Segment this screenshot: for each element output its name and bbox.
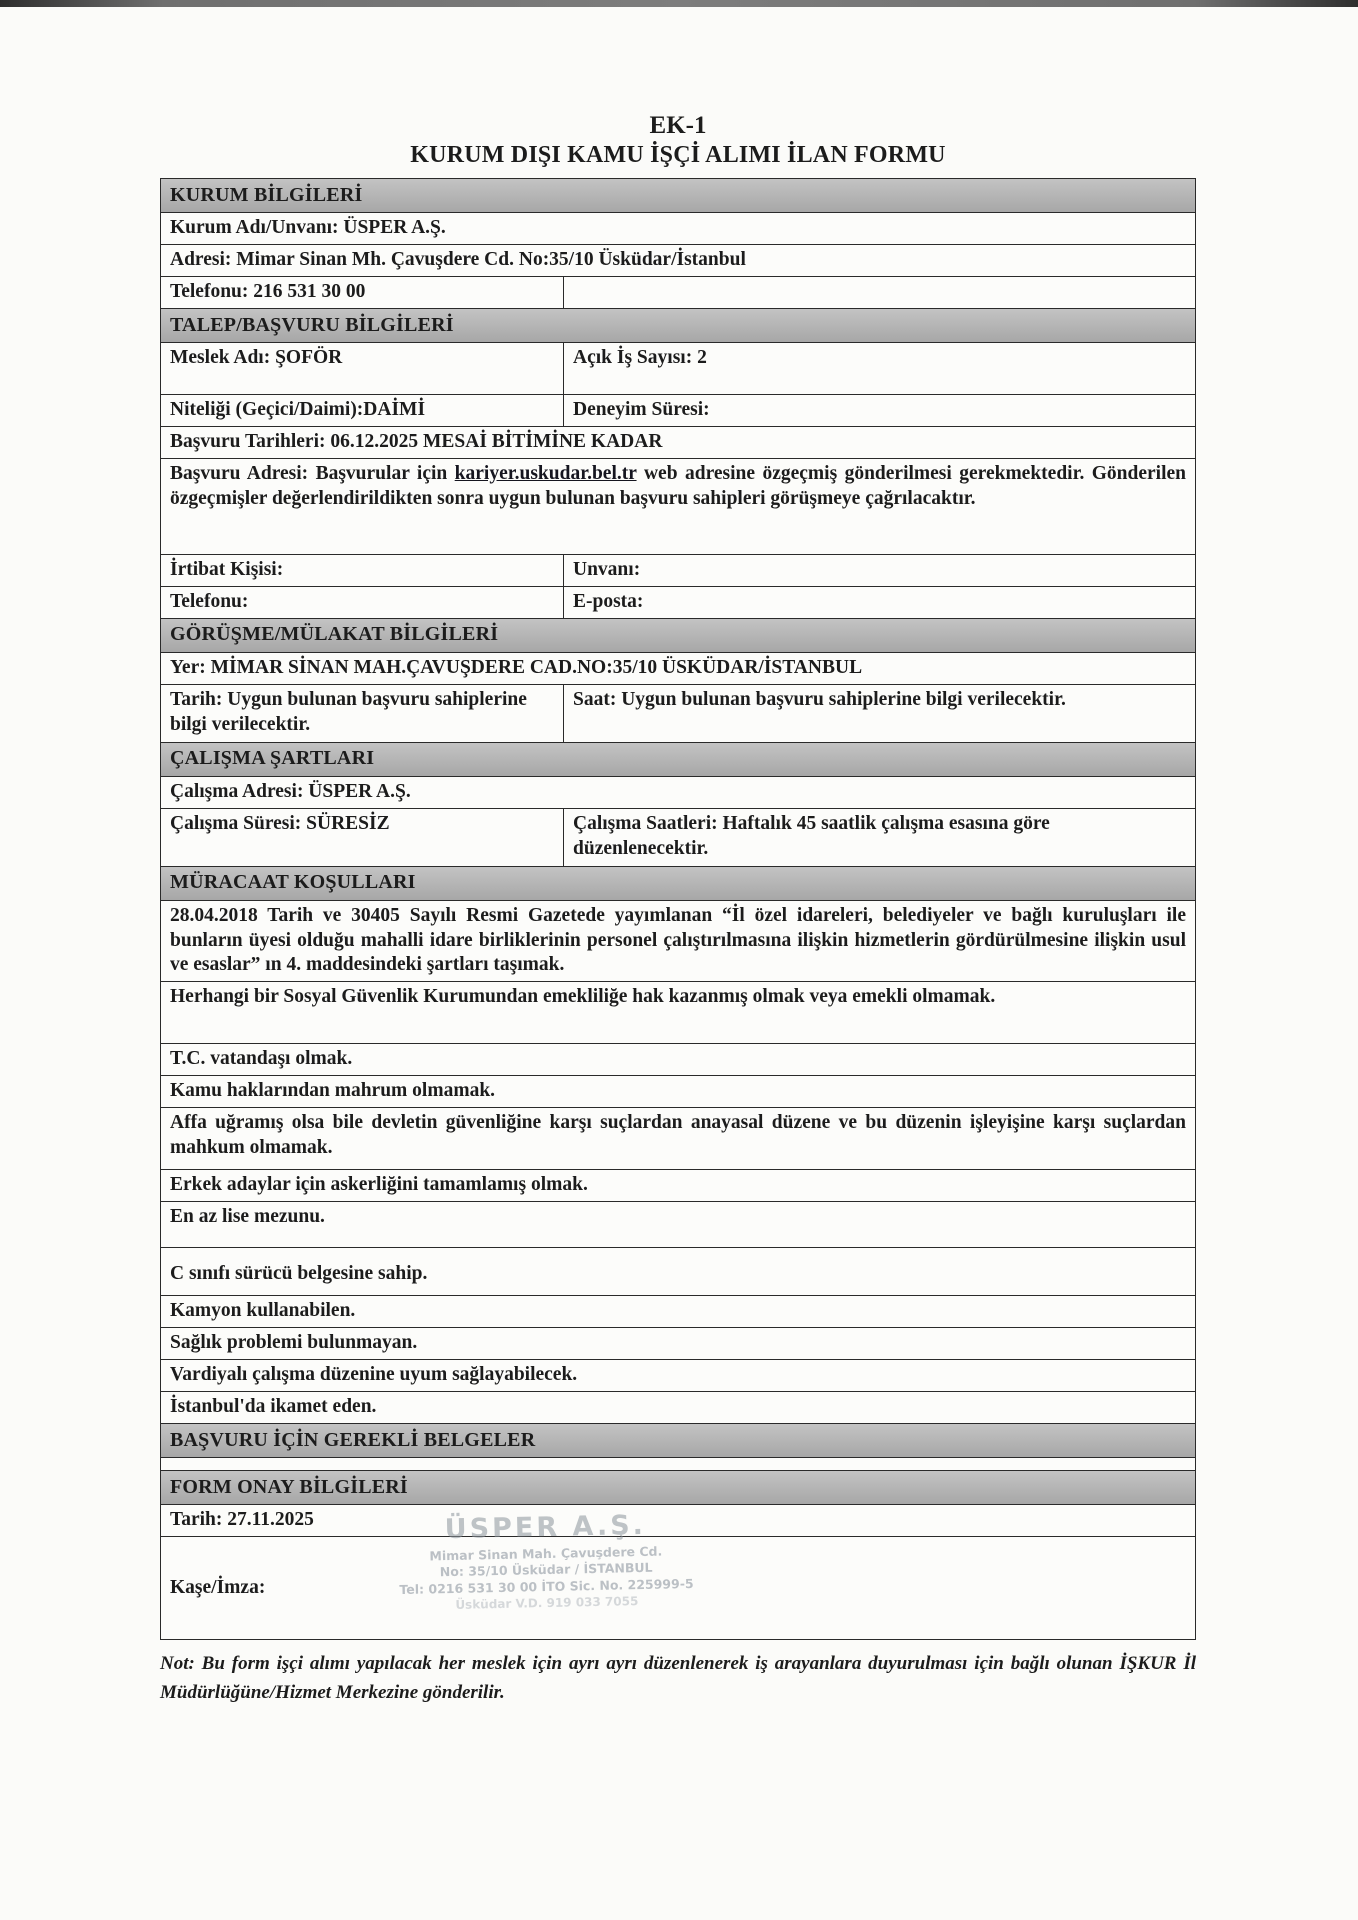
field-gorusme-yeri: Yer: MİMAR SİNAN MAH.ÇAVUŞDERE CAD.NO:35/10 ÜSKÜDAR/İSTANBUL (161, 653, 1195, 685)
muracaat-item: İstanbul'da ikamet eden. (161, 1392, 1195, 1424)
section-header-calisma-sartlari: ÇALIŞMA ŞARTLARI (161, 743, 1195, 777)
field-basvuru-adresi (161, 459, 1195, 555)
row-meslek (161, 343, 1195, 395)
field-gorusme-saati: Saat: Uygun bulunan başvuru sahiplerine bilgi verilecektir. (563, 685, 1195, 742)
muracaat-item: Herhangi bir Sosyal Güvenlik Kurumundan emekliliğe hak kazanmış olmak veya emekli olmamak. (161, 982, 1195, 1044)
form-title: KURUM DIŞI KAMU İŞÇİ ALIMI İLAN FORMU (410, 142, 946, 168)
field-calisma-adresi: Çalışma Adresi: ÜSPER A.Ş. (161, 777, 1195, 809)
muracaat-item: C sınıfı sürücü belgesine sahip. (161, 1248, 1195, 1296)
kariyer-uskudar-link[interactable]: kariyer.uskudar.bel.tr (454, 462, 637, 484)
section-header-kurum-bilgileri: KURUM BİLGİLERİ (161, 179, 1195, 213)
form-table (160, 178, 1196, 1640)
muracaat-item: Kamyon kullanabilen. (161, 1296, 1195, 1328)
muracaat-item: Vardiyalı çalışma düzenine uyum sağlayabilecek. (161, 1360, 1195, 1392)
field-nitelik: Niteliği (Geçici/Daimi):DAİMİ (170, 398, 426, 420)
empty-row (161, 1458, 1195, 1471)
field-calisma-saatleri: Çalışma Saatleri: Haftalık 45 saatlik çalışma esasına göre düzenlenecektir. (563, 809, 1195, 866)
row-irtibat (161, 555, 1195, 587)
scan-edge-artifact (0, 0, 1358, 7)
field-kurum-telefonu: Telefonu: 216 531 30 00 (170, 280, 366, 302)
stamp-address-line: No: 35/10 Üsküdar / İSTANBUL (439, 1560, 653, 1580)
row-tarih-saat (161, 685, 1195, 743)
row-calisma-suresi-saatleri (161, 809, 1195, 867)
field-calisma-suresi: Çalışma Süresi: SÜRESİZ (170, 812, 390, 834)
field-irtibat-telefonu: Telefonu: (170, 590, 249, 612)
stamp-phone-line: Tel: 0216 531 30 00 İTO Sic. No. 225999-5 (399, 1576, 694, 1598)
footer-note: Not: Bu form işçi alımı yapılacak her meslek için ayrı ayrı düzenlenerek iş arayanlara duyurulması için bağlı olunan İŞKUR İl Müdürlüğüne/Hizmet Merkezine gönderilir. (160, 1653, 1196, 1703)
row-telefon-eposta (161, 587, 1195, 619)
field-onay-tarihi: Tarih: 27.11.2025 (161, 1505, 1195, 1537)
muracaat-item: En az lise mezunu. (161, 1202, 1195, 1248)
field-gorusme-tarihi: Tarih: Uygun bulunan başvuru sahiplerine bilgi verilecektir. (170, 688, 527, 735)
basvuru-adresi-text-2: web adresine özgeçmiş gönderilmesi gerekmektedir. Gönderilen özgeçmişler değerlendirildikten sonra uygun bulunan başvuru sahipleri görüşmeye çağrılacaktır. (170, 462, 1187, 509)
field-kase-imza-label: Kaşe/İmza: (170, 1576, 266, 1598)
field-meslek-adi: Meslek Adı: ŞOFÖR (170, 346, 343, 368)
muracaat-item: Affa uğramış olsa bile devletin güvenliğine karşı suçlardan anayasal düzene ve bu düzenin işleyişine karşı suçlardan mahkum olmamak. (161, 1108, 1195, 1170)
stamp-company-name: ÜSPER A.Ş. (444, 1509, 647, 1546)
muracaat-item: T.C. vatandaşı olmak. (161, 1044, 1195, 1076)
muracaat-item: Sağlık problemi bulunmayan. (161, 1328, 1195, 1360)
row-nitelik (161, 395, 1195, 427)
section-header-muracaat-kosullari: MÜRACAAT KOŞULLARI (161, 867, 1195, 901)
section-header-talep-basvuru: TALEP/BAŞVURU BİLGİLERİ (161, 309, 1195, 343)
stamp-tax-line: Üsküdar V.D. 919 033 7055 (455, 1594, 639, 1613)
field-kurum-adi: Kurum Adı/Unvanı: ÜSPER A.Ş. (161, 213, 1195, 245)
section-header-gorusme-mulakat: GÖRÜŞME/MÜLAKAT BİLGİLERİ (161, 619, 1195, 653)
field-unvani: Unvanı: (563, 555, 1195, 586)
field-basvuru-tarihleri: Başvuru Tarihleri: 06.12.2025 MESAİ BİTİMİNE KADAR (161, 427, 1195, 459)
section-header-form-onay: FORM ONAY BİLGİLERİ (161, 1471, 1195, 1505)
field-eposta: E-posta: (563, 587, 1195, 618)
field-kurum-adresi: Adresi: Mimar Sinan Mh. Çavuşdere Cd. No:35/10 Üsküdar/İstanbul (161, 245, 1195, 277)
field-deneyim-suresi: Deneyim Süresi: (563, 395, 1195, 426)
form-code-title: EK-1 (649, 112, 707, 139)
muracaat-item: Kamu haklarından mahrum olmamak. (161, 1076, 1195, 1108)
basvuru-adresi-text: Başvuru Adresi: Başvurular için (170, 462, 448, 484)
document-body (160, 112, 1196, 1707)
empty-cell (563, 277, 1195, 308)
stamp-address-line: Mimar Sinan Mah. Çavuşdere Cd. (429, 1543, 663, 1564)
muracaat-item: Erkek adaylar için askerliğini tamamlamış olmak. (161, 1170, 1195, 1202)
muracaat-item: 28.04.2018 Tarih ve 30405 Sayılı Resmi Gazetede yayımlanan “İl özel idareleri, belediyeler ve bağlı kuruluşları ile bunların üyesi olduğu mahalli idare birliklerinin personel çalıştırılmasına ilişkin hizmetlerin gördürülmesine ilişkin usul ve esaslar” ın 4. maddesindeki şartları taşımak. (161, 901, 1195, 983)
section-header-gerekli-belgeler: BAŞVURU İÇİN GEREKLİ BELGELER (161, 1424, 1195, 1458)
field-irtibat-kisisi: İrtibat Kişisi: (170, 558, 284, 580)
row-kurum-telefonu (161, 277, 1195, 309)
field-acik-is-sayisi: Açık İş Sayısı: 2 (563, 343, 1195, 394)
